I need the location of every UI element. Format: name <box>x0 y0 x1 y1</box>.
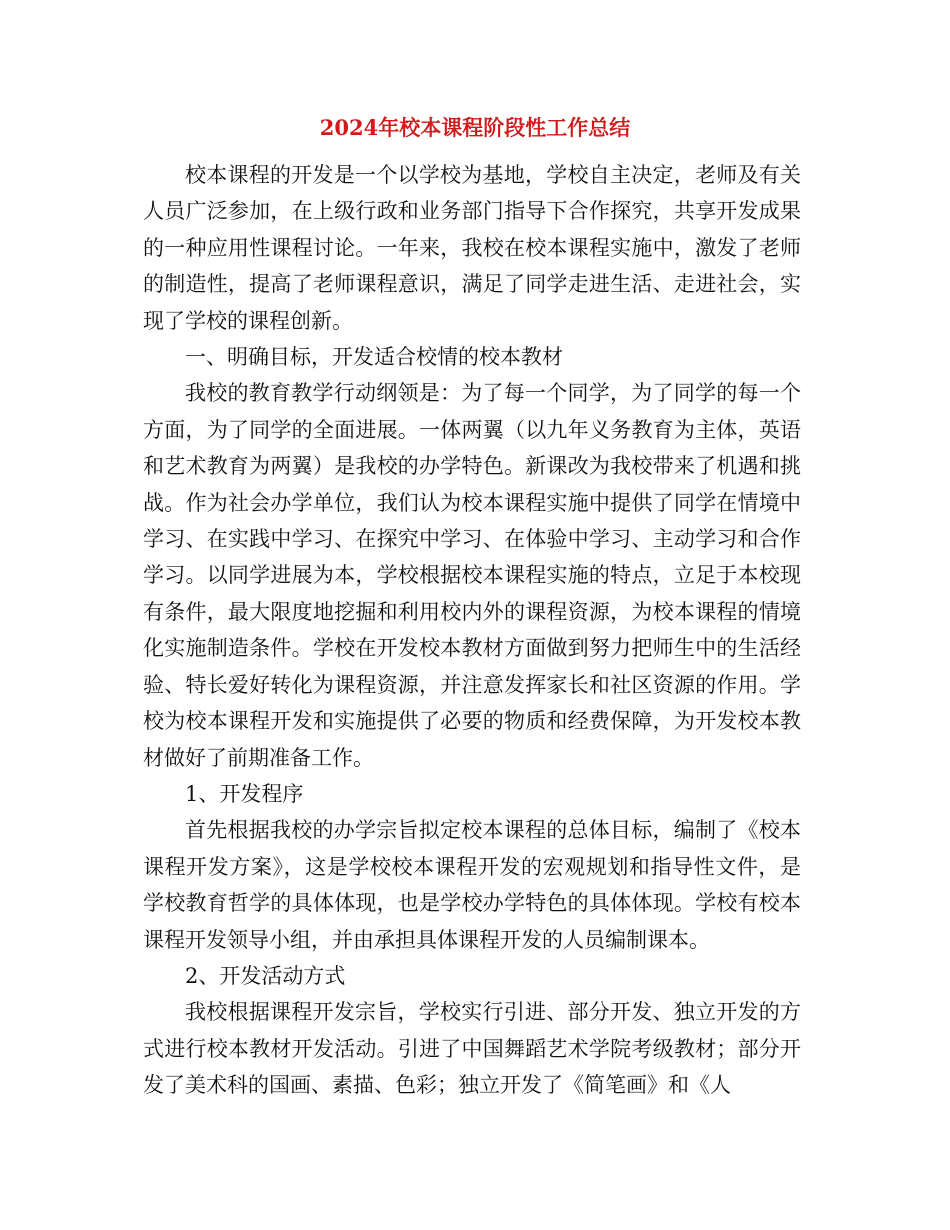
document-title: 2024年校本课程阶段性工作总结 <box>319 115 631 140</box>
subsection-heading-1: 1、开发程序 <box>185 781 304 806</box>
section-1-paragraph: 我校的教育教学行动纲领是：为了每一个同学，为了同学的每一个方面，为了同学的全面进展。一体两翼（以九年义务教育为主体，英语和艺术教育为两翼）是我校的办学特色。新课改为我校带来了机遇和挑战。作为社会办学单位，我们认为校本课程实施中提供了同学在情境中学习、在实践中学习、在探究中学习、在体验中学习、主动学习和合作学习。以同学进展为本，学校根据校本课程实施的特点，立足于本校现有条件，最大限度地挖掘和利用校内外的课程资源，为校本课程的情境化实施制造条件。学校在开发校本教材方面做到努力把师生中的生活经验、特长爱好转化为课程资源，并注意发挥家长和社区资源的作用。学校为校本课程开发和实施提供了必要的物质和经费保障，为开发校本教材做好了前期准备工作。 <box>143 381 801 770</box>
subsection-1-paragraph: 首先根据我校的办学宗旨拟定校本课程的总体目标，编制了《校本课程开发方案》，这是学校校本课程开发的宏观规划和指导性文件，是学校教育哲学的具体体现，也是学校办学特色的具体体现。学校有校本课程开发领导小组，并由承担具体课程开发的人员编制课本。 <box>143 818 801 952</box>
intro-paragraph: 校本课程的开发是一个以学校为基地，学校自主决定，老师及有关人员广泛参加，在上级行政和业务部门指导下合作探究，共享开发成果的一种应用性课程讨论。一年来，我校在校本课程实施中，激发了老师的制造性，提高了老师课程意识，满足了同学走进生活、走进社会，实现了学校的课程创新。 <box>143 163 801 333</box>
section-heading-1: 一、明确目标，开发适合校情的校本教材 <box>185 345 563 370</box>
subsection-2-paragraph: 我校根据课程开发宗旨，学校实行引进、部分开发、独立开发的方式进行校本教材开发活动。引进了中国舞蹈艺术学院考级教材；部分开发了美术科的国画、素描、色彩；独立开发了《简笔画》和《人 <box>143 1000 801 1098</box>
subsection-heading-2: 2、开发活动方式 <box>185 963 346 988</box>
document-body <box>143 157 801 1104</box>
